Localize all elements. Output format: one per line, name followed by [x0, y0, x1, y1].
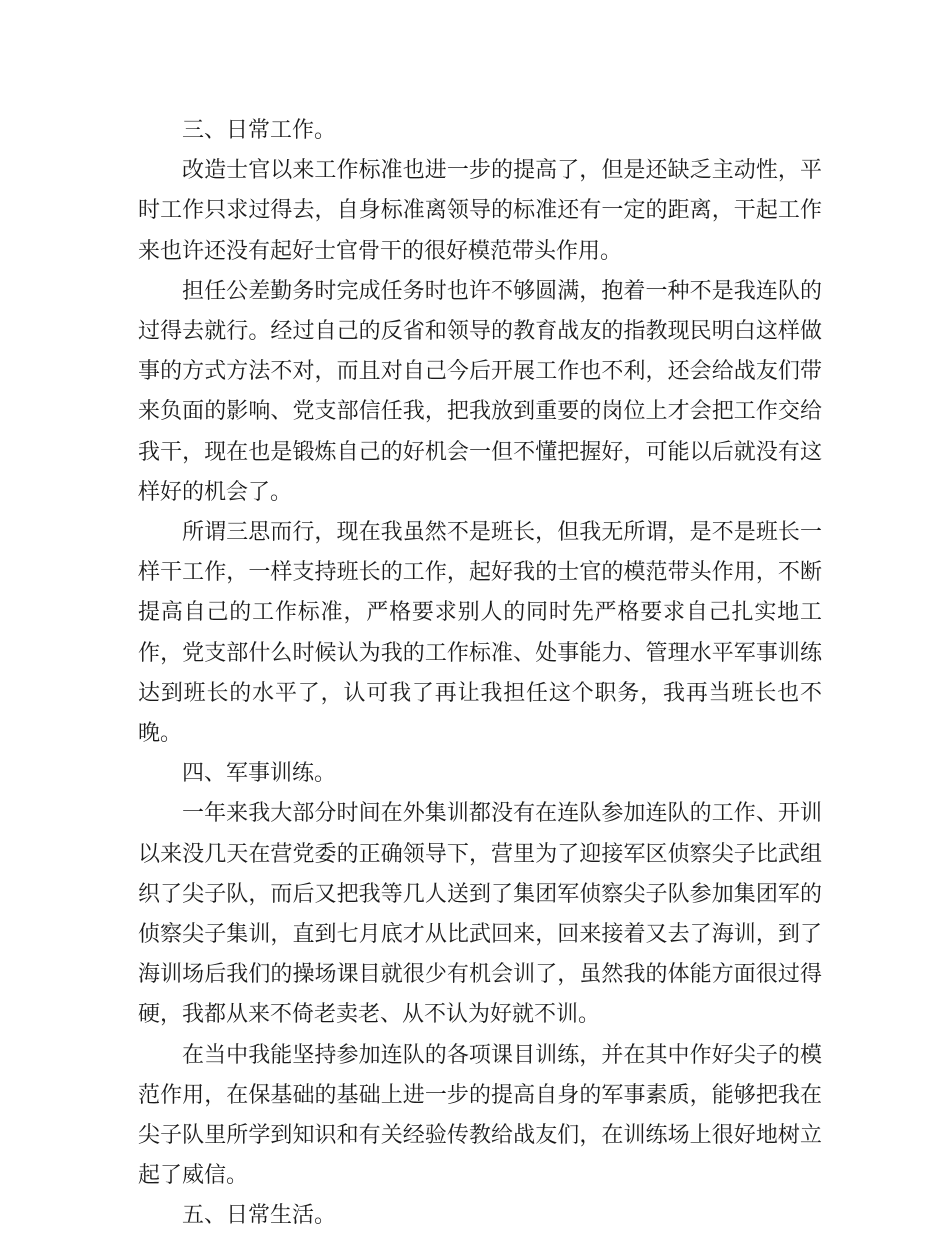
paragraph: 所谓三思而行，现在我虽然不是班长，但我无所谓，是不是班长一样干工作，一样支持班长的工作，起好我的士官的模范带头作用，不断提高自己的工作标准，严格要求别人的同时先严格要求自己扎实地工作，党支部什么时候认为我的工作标准、处事能力、管理水平军事训练达到班长的水平了，认可我了再让我担任这个职务，我再当班长也不晚。 [138, 520, 822, 747]
section-heading-daily-life: 五、日常生活。 [182, 1203, 337, 1229]
section-heading-military-training: 四、军事训练。 [182, 761, 337, 787]
paragraph: 担任公差勤务时完成任务时也许不够圆满，抱着一种不是我连队的过得去就行。经过自己的反省和领导的教育战友的指教现民明白这样做事的方式方法不对，而且对自己今后开展工作也不利，还会给战友们带来负面的影响、党支部信任我，把我放到重要的岗位上才会把工作交给我干，现在也是锻炼自己的好机会一但不懂把握好，可能以后就没有这样好的机会了。 [138, 278, 822, 505]
paragraph: 一年来我大部分时间在外集训都没有在连队参加连队的工作、开训以来没几天在营党委的正确领导下，营里为了迎接军区侦察尖子比武组织了尖子队，而后又把我等几人送到了集团军侦察尖子队参加集团军的侦察尖子集训，直到七月底才从比武回来，回来接着又去了海训，到了海训场后我们的操场课目就很少有机会训了，虽然我的体能方面很过得硬，我都从来不倚老卖老、从不认为好就不训。 [138, 801, 822, 1028]
document-body [138, 111, 822, 1237]
section-heading-daily-work: 三、日常工作。 [182, 118, 337, 143]
paragraph: 在当中我能坚持参加连队的各项课目训练，并在其中作好尖子的模范作用，在保基础的基础上进一步的提高自身的军事素质，能够把我在尖子队里所学到知识和有关经验传教给战友们，在训练场上很好地树立起了威信。 [138, 1042, 822, 1189]
paragraph: 改造士官以来工作标准也进一步的提高了，但是还缺乏主动性，平时工作只求过得去，自身标准离领导的标准还有一定的距离，干起工作来也许还没有起好士官骨干的很好模范带头作用。 [138, 158, 822, 264]
